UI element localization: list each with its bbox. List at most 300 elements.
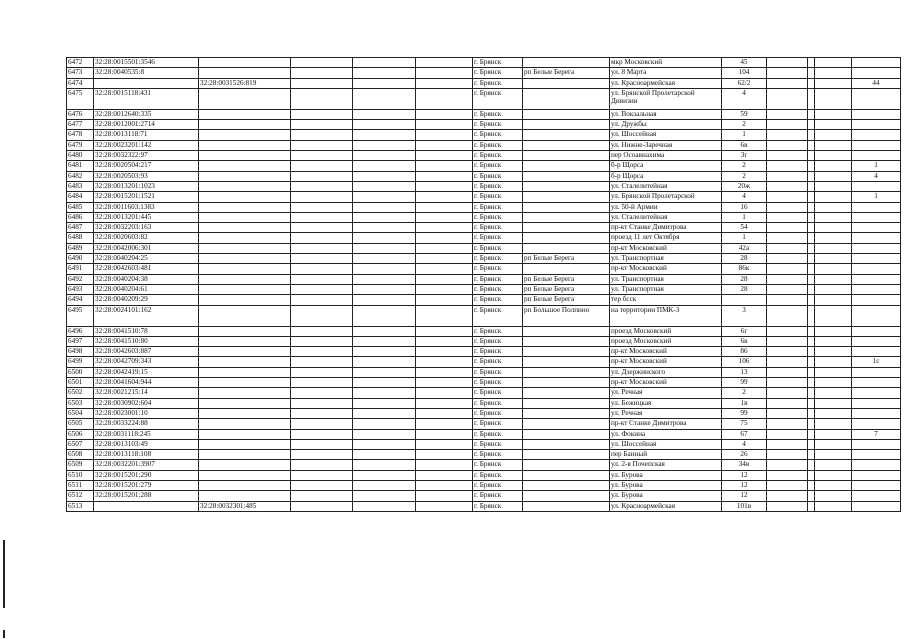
- blank-col-4-cell: [291, 151, 353, 161]
- cadastral-number-cell: 32:28:0032322:97: [94, 151, 199, 161]
- apartment-cell: [852, 480, 901, 490]
- blank-col-5-cell: [353, 491, 416, 501]
- blank-col-5-cell: [353, 212, 416, 222]
- cadastral-number-cell: 32:28:0013201:1023: [94, 181, 199, 191]
- cadastral-number-alt-cell: [199, 233, 291, 243]
- street-cell: ул. Бурова: [610, 470, 722, 480]
- city-cell: г. Брянск: [473, 264, 523, 274]
- city-cell: г. Брянск: [473, 347, 523, 357]
- blank-col-4-cell: [291, 501, 353, 511]
- house-number-cell: 2: [722, 120, 767, 130]
- blank-col-4-cell: [291, 233, 353, 243]
- table-row: [67, 68, 901, 78]
- row-number-cell: 6478: [67, 130, 94, 140]
- blank-col-5-cell: [353, 284, 416, 294]
- blank-col-4-cell: [291, 223, 353, 233]
- letter-cell: [808, 336, 815, 346]
- letter-cell: [808, 398, 815, 408]
- row-number-cell: 6501: [67, 378, 94, 388]
- table-row: [67, 491, 901, 501]
- row-number-cell: 6482: [67, 171, 94, 181]
- blank-col-6-cell: [416, 501, 473, 511]
- building-cell: [767, 274, 808, 284]
- street-cell: пр-кт Московский: [610, 347, 722, 357]
- blank-col-4-cell: [291, 429, 353, 439]
- city-cell: г. Брянск: [473, 192, 523, 202]
- blank-col-4-cell: [291, 171, 353, 181]
- blank-col-6-cell: [416, 233, 473, 243]
- settlement-cell: [523, 223, 610, 233]
- street-cell: ул. Шоссейная: [610, 130, 722, 140]
- building-cell: [767, 223, 808, 233]
- table-row: [67, 88, 901, 109]
- settlement-cell: [523, 212, 610, 222]
- blank-col-4-cell: [291, 326, 353, 336]
- house-number-cell: 26: [722, 450, 767, 460]
- building-cell: [767, 419, 808, 429]
- blank-col-4-cell: [291, 274, 353, 284]
- table-row: [67, 223, 901, 233]
- house-number-cell: 3г: [722, 151, 767, 161]
- apartment-cell: [852, 295, 901, 305]
- cadastral-number-cell: 32:28:0042603:887: [94, 347, 199, 357]
- apartment-cell: [852, 460, 901, 470]
- house-number-cell: 67: [722, 429, 767, 439]
- letter-cell: [808, 295, 815, 305]
- blank-col-5-cell: [353, 130, 416, 140]
- blank-col-13-cell: [815, 243, 852, 253]
- building-cell: [767, 429, 808, 439]
- cadastral-number-cell: 32:28:0020603:82: [94, 233, 199, 243]
- blank-col-4-cell: [291, 58, 353, 68]
- city-cell: г. Брянск: [473, 460, 523, 470]
- cadastral-number-cell: 32:28:0015201:288: [94, 491, 199, 501]
- table-row: [67, 419, 901, 429]
- house-number-cell: 1: [722, 233, 767, 243]
- building-cell: [767, 398, 808, 408]
- blank-col-5-cell: [353, 120, 416, 130]
- row-number-cell: 6498: [67, 347, 94, 357]
- table-row: [67, 357, 901, 367]
- building-cell: [767, 450, 808, 460]
- blank-col-6-cell: [416, 305, 473, 326]
- building-cell: [767, 264, 808, 274]
- blank-col-13-cell: [815, 88, 852, 109]
- row-number-cell: 6510: [67, 470, 94, 480]
- cadastral-number-alt-cell: [199, 347, 291, 357]
- blank-col-4-cell: [291, 202, 353, 212]
- blank-col-6-cell: [416, 243, 473, 253]
- letter-cell: [808, 161, 815, 171]
- settlement-cell: [523, 326, 610, 336]
- cadastral-number-alt-cell: [199, 491, 291, 501]
- table-row: [67, 347, 901, 357]
- cadastral-number-alt-cell: [199, 254, 291, 264]
- house-number-cell: 99: [722, 378, 767, 388]
- apartment-cell: [852, 491, 901, 501]
- house-number-cell: 2: [722, 388, 767, 398]
- cadastral-number-cell: 32:28:0015501:3546: [94, 58, 199, 68]
- letter-cell: [808, 388, 815, 398]
- blank-col-5-cell: [353, 171, 416, 181]
- city-cell: г. Брянск: [473, 88, 523, 109]
- row-number-cell: 6492: [67, 274, 94, 284]
- letter-cell: [808, 357, 815, 367]
- street-cell: ул. Сталелитейная: [610, 212, 722, 222]
- register-body: [67, 58, 901, 512]
- blank-col-13-cell: [815, 357, 852, 367]
- blank-col-6-cell: [416, 480, 473, 490]
- cadastral-number-cell: 32:28:0012640:335: [94, 109, 199, 119]
- blank-col-5-cell: [353, 274, 416, 284]
- blank-col-13-cell: [815, 284, 852, 294]
- row-number-cell: 6480: [67, 151, 94, 161]
- row-number-cell: 6490: [67, 254, 94, 264]
- letter-cell: [808, 109, 815, 119]
- blank-col-5-cell: [353, 223, 416, 233]
- cadastral-number-cell: 32:28:0042603:481: [94, 264, 199, 274]
- city-cell: г. Брянск: [473, 233, 523, 243]
- blank-col-13-cell: [815, 450, 852, 460]
- building-cell: [767, 181, 808, 191]
- street-cell: пр-кт Станке Димитрова: [610, 223, 722, 233]
- row-number-cell: 6474: [67, 78, 94, 88]
- settlement-cell: рп Белые Берега: [523, 68, 610, 78]
- cadastral-number-alt-cell: [199, 439, 291, 449]
- row-number-cell: 6486: [67, 212, 94, 222]
- blank-col-6-cell: [416, 223, 473, 233]
- blank-col-13-cell: [815, 212, 852, 222]
- city-cell: г. Брянск: [473, 120, 523, 130]
- house-number-cell: 4: [722, 192, 767, 202]
- settlement-cell: [523, 429, 610, 439]
- letter-cell: [808, 130, 815, 140]
- street-cell: тер бсск: [610, 295, 722, 305]
- house-number-cell: 1: [722, 212, 767, 222]
- cadastral-number-alt-cell: [199, 202, 291, 212]
- table-row: [67, 470, 901, 480]
- settlement-cell: [523, 140, 610, 150]
- blank-col-5-cell: [353, 367, 416, 377]
- row-number-cell: 6485: [67, 202, 94, 212]
- blank-col-6-cell: [416, 109, 473, 119]
- settlement-cell: [523, 347, 610, 357]
- apartment-cell: 1с: [852, 357, 901, 367]
- apartment-cell: [852, 326, 901, 336]
- blank-col-4-cell: [291, 192, 353, 202]
- building-cell: [767, 439, 808, 449]
- apartment-cell: [852, 181, 901, 191]
- street-cell: ул. Шоссейная: [610, 439, 722, 449]
- blank-col-4-cell: [291, 470, 353, 480]
- blank-col-4-cell: [291, 181, 353, 191]
- cadastral-number-alt-cell: [199, 68, 291, 78]
- settlement-cell: [523, 501, 610, 511]
- settlement-cell: [523, 109, 610, 119]
- table-row: [67, 336, 901, 346]
- cadastral-number-alt-cell: [199, 243, 291, 253]
- settlement-cell: рп Белые Берега: [523, 284, 610, 294]
- blank-col-13-cell: [815, 480, 852, 490]
- blank-col-5-cell: [353, 439, 416, 449]
- apartment-cell: [852, 68, 901, 78]
- blank-col-4-cell: [291, 357, 353, 367]
- apartment-cell: [852, 151, 901, 161]
- table-row: [67, 212, 901, 222]
- blank-col-6-cell: [416, 78, 473, 88]
- row-number-cell: 6500: [67, 367, 94, 377]
- blank-col-4-cell: [291, 347, 353, 357]
- blank-col-4-cell: [291, 212, 353, 222]
- cadastral-number-cell: [94, 78, 199, 88]
- settlement-cell: [523, 130, 610, 140]
- apartment-cell: [852, 501, 901, 511]
- blank-col-13-cell: [815, 140, 852, 150]
- settlement-cell: [523, 398, 610, 408]
- cadastral-number-cell: 32:28:0020503:93: [94, 171, 199, 181]
- cadastral-number-cell: 32:28:0024101:162: [94, 305, 199, 326]
- apartment-cell: 7: [852, 429, 901, 439]
- blank-col-4-cell: [291, 68, 353, 78]
- blank-col-5-cell: [353, 398, 416, 408]
- building-cell: [767, 284, 808, 294]
- blank-col-13-cell: [815, 171, 852, 181]
- cadastral-number-cell: 32:28:0012001:2714: [94, 120, 199, 130]
- letter-cell: [808, 419, 815, 429]
- blank-col-5-cell: [353, 295, 416, 305]
- apartment-cell: [852, 233, 901, 243]
- city-cell: г. Брянск: [473, 501, 523, 511]
- street-cell: ул. 50-й Армии: [610, 202, 722, 212]
- blank-col-4-cell: [291, 388, 353, 398]
- cadastral-number-cell: 32:28:0040535:8: [94, 68, 199, 78]
- table-row: [67, 450, 901, 460]
- row-number-cell: 6475: [67, 88, 94, 109]
- settlement-cell: [523, 470, 610, 480]
- building-cell: [767, 305, 808, 326]
- letter-cell: [808, 171, 815, 181]
- cadastral-number-alt-cell: [199, 171, 291, 181]
- letter-cell: [808, 212, 815, 222]
- street-cell: ул. Брянской Пролетарской: [610, 192, 722, 202]
- row-number-cell: 6476: [67, 109, 94, 119]
- apartment-cell: [852, 202, 901, 212]
- apartment-cell: [852, 140, 901, 150]
- table-row: [67, 305, 901, 326]
- building-cell: [767, 460, 808, 470]
- blank-col-13-cell: [815, 233, 852, 243]
- cadastral-number-alt-cell: [199, 88, 291, 109]
- building-cell: [767, 357, 808, 367]
- street-cell: пр-кт Станке Димитрова: [610, 419, 722, 429]
- building-cell: [767, 233, 808, 243]
- blank-col-4-cell: [291, 398, 353, 408]
- settlement-cell: [523, 233, 610, 243]
- apartment-cell: [852, 450, 901, 460]
- street-cell: ул. Брянской Пролетарской Дивизии: [610, 88, 722, 109]
- city-cell: г. Брянск: [473, 408, 523, 418]
- letter-cell: [808, 491, 815, 501]
- blank-col-5-cell: [353, 161, 416, 171]
- cadastral-number-cell: 32:28:0040204:61: [94, 284, 199, 294]
- apartment-cell: [852, 130, 901, 140]
- row-number-cell: 6481: [67, 161, 94, 171]
- blank-col-6-cell: [416, 212, 473, 222]
- letter-cell: [808, 347, 815, 357]
- building-cell: [767, 68, 808, 78]
- letter-cell: [808, 501, 815, 511]
- blank-col-5-cell: [353, 58, 416, 68]
- table-row: [67, 367, 901, 377]
- building-cell: [767, 161, 808, 171]
- cadastral-number-cell: 32:28:0030902:604: [94, 398, 199, 408]
- house-number-cell: 101в: [722, 501, 767, 511]
- settlement-cell: [523, 243, 610, 253]
- table-row: [67, 181, 901, 191]
- letter-cell: [808, 470, 815, 480]
- building-cell: [767, 88, 808, 109]
- blank-col-13-cell: [815, 109, 852, 119]
- street-cell: ул. Транспортная: [610, 284, 722, 294]
- street-cell: пр-кт Московский: [610, 378, 722, 388]
- cadastral-number-cell: 32:28:0041510:78: [94, 326, 199, 336]
- settlement-cell: [523, 460, 610, 470]
- blank-col-5-cell: [353, 429, 416, 439]
- blank-col-6-cell: [416, 347, 473, 357]
- letter-cell: [808, 140, 815, 150]
- table-row: [67, 233, 901, 243]
- city-cell: г. Брянск: [473, 212, 523, 222]
- row-number-cell: 6484: [67, 192, 94, 202]
- settlement-cell: [523, 192, 610, 202]
- blank-col-4-cell: [291, 243, 353, 253]
- city-cell: г. Брянск: [473, 181, 523, 191]
- blank-col-13-cell: [815, 408, 852, 418]
- blank-col-5-cell: [353, 419, 416, 429]
- cadastral-number-alt-cell: [199, 223, 291, 233]
- city-cell: г. Брянск: [473, 439, 523, 449]
- blank-col-6-cell: [416, 254, 473, 264]
- table-row: [67, 192, 901, 202]
- cadastral-number-cell: 32:28:0033224:88: [94, 419, 199, 429]
- blank-col-5-cell: [353, 388, 416, 398]
- blank-col-5-cell: [353, 336, 416, 346]
- city-cell: г. Брянск: [473, 480, 523, 490]
- apartment-cell: [852, 439, 901, 449]
- letter-cell: [808, 326, 815, 336]
- apartment-cell: [852, 336, 901, 346]
- letter-cell: [808, 378, 815, 388]
- cadastral-number-cell: 32:28:0042419:15: [94, 367, 199, 377]
- table-row: [67, 140, 901, 150]
- blank-col-6-cell: [416, 367, 473, 377]
- building-cell: [767, 78, 808, 88]
- cadastral-number-alt-cell: [199, 295, 291, 305]
- blank-col-13-cell: [815, 192, 852, 202]
- table-row: [67, 480, 901, 490]
- cadastral-number-alt-cell: [199, 460, 291, 470]
- cadastral-number-alt-cell: [199, 109, 291, 119]
- blank-col-6-cell: [416, 161, 473, 171]
- blank-col-13-cell: [815, 223, 852, 233]
- street-cell: пр-кт Московский: [610, 357, 722, 367]
- blank-col-4-cell: [291, 480, 353, 490]
- letter-cell: [808, 480, 815, 490]
- blank-col-4-cell: [291, 161, 353, 171]
- house-number-cell: 12: [722, 470, 767, 480]
- street-cell: ул. Красноармейская: [610, 78, 722, 88]
- apartment-cell: [852, 367, 901, 377]
- row-number-cell: 6507: [67, 439, 94, 449]
- blank-col-5-cell: [353, 450, 416, 460]
- blank-col-13-cell: [815, 58, 852, 68]
- blank-col-13-cell: [815, 68, 852, 78]
- building-cell: [767, 491, 808, 501]
- table-row: [67, 264, 901, 274]
- cadastral-number-cell: 32:28:0042006:301: [94, 243, 199, 253]
- blank-col-5-cell: [353, 347, 416, 357]
- blank-col-4-cell: [291, 120, 353, 130]
- cadastral-number-cell: 32:28:0023201:142: [94, 140, 199, 150]
- table-row: [67, 378, 901, 388]
- street-cell: проезд Московский: [610, 336, 722, 346]
- apartment-cell: [852, 243, 901, 253]
- blank-col-4-cell: [291, 419, 353, 429]
- blank-col-5-cell: [353, 305, 416, 326]
- cadastral-number-alt-cell: [199, 120, 291, 130]
- cadastral-number-cell: 32:28:0013118:108: [94, 450, 199, 460]
- margin-tick: [3, 630, 5, 638]
- letter-cell: [808, 88, 815, 109]
- settlement-cell: [523, 202, 610, 212]
- cadastral-number-cell: 32:28:0013201:445: [94, 212, 199, 222]
- letter-cell: [808, 243, 815, 253]
- blank-col-6-cell: [416, 336, 473, 346]
- cadastral-number-alt-cell: [199, 130, 291, 140]
- blank-col-6-cell: [416, 120, 473, 130]
- row-number-cell: 6506: [67, 429, 94, 439]
- street-cell: ул. Фокина: [610, 429, 722, 439]
- settlement-cell: рп Белые Берега: [523, 295, 610, 305]
- apartment-cell: [852, 378, 901, 388]
- building-cell: [767, 120, 808, 130]
- apartment-cell: [852, 419, 901, 429]
- house-number-cell: 34в: [722, 460, 767, 470]
- blank-col-13-cell: [815, 326, 852, 336]
- settlement-cell: [523, 450, 610, 460]
- house-number-cell: 42а: [722, 243, 767, 253]
- letter-cell: [808, 408, 815, 418]
- table-row: [67, 398, 901, 408]
- settlement-cell: [523, 419, 610, 429]
- property-register-table: [66, 57, 901, 512]
- house-number-cell: 4: [722, 439, 767, 449]
- letter-cell: [808, 429, 815, 439]
- apartment-cell: [852, 398, 901, 408]
- street-cell: пр-кт Московский: [610, 264, 722, 274]
- blank-col-13-cell: [815, 161, 852, 171]
- building-cell: [767, 58, 808, 68]
- apartment-cell: [852, 88, 901, 109]
- blank-col-4-cell: [291, 336, 353, 346]
- blank-col-5-cell: [353, 254, 416, 264]
- table-row: [67, 388, 901, 398]
- house-number-cell: 28: [722, 254, 767, 264]
- city-cell: г. Брянск: [473, 202, 523, 212]
- apartment-cell: 44: [852, 78, 901, 88]
- blank-col-5-cell: [353, 68, 416, 78]
- city-cell: г. Брянск: [473, 388, 523, 398]
